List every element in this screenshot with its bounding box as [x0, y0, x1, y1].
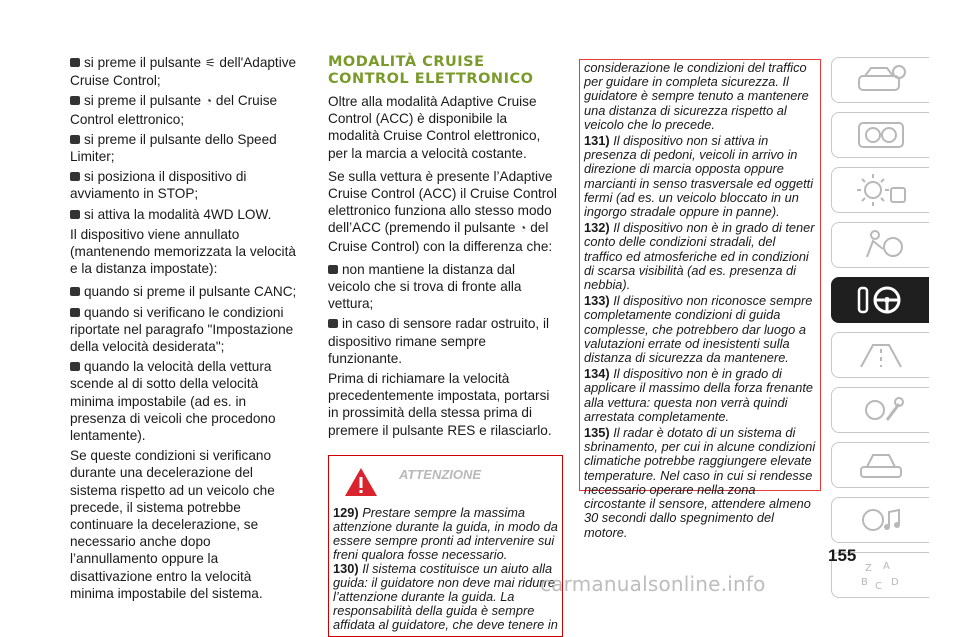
warning-body [329, 506, 562, 636]
maintenance-icon[interactable] [831, 387, 929, 433]
svg-text:B: B [860, 577, 868, 588]
column-middle [328, 54, 561, 637]
list-item: si preme il pulsante ◔ del Cruise Control elettronico; [70, 93, 278, 127]
warning-item: 134) Il dispositivo non è in grado di applicare il massimo della forza frenante alla vettura: questa non verrà quindi arrestata completamente. [584, 366, 814, 424]
warning-item: 131) Il dispositivo non si attiva in presenza di pedoni, veicoli in arrivo in direzione di marcia opposta oppure marcianti in senso trasversale ed oggetti fermi (ad es. un veicolo bloccato in un ingorgo stradale oppure in panne). [584, 133, 814, 220]
bullet-icon [328, 319, 338, 328]
paragraph: Se queste condizioni si verificano durante una decelerazione del sistema rispetto ad un veicolo che precede, il sistema potrebbe continuare la decelerazione, se necessario anche dopo l’annullamento oppure la disattivazione entro la velocità minima impostabile del sistema. [70, 448, 275, 601]
acc-distance-icon: ⚟ [204, 56, 216, 70]
warning-item: 135) Il radar è dotato di un sistema di sbrinamento, per cui in alcune condizioni climatiche potrebbe raggiungere elevate temperature. Nel caso in cui si rendesse necessario operare nella zona circostante il sensore, attendere almeno 30 secondi dallo spegnimento del motore. [584, 425, 816, 540]
chapter-sidebar [831, 57, 929, 607]
instrument-panel-icon[interactable] [831, 112, 929, 158]
warning-item: 129) Prestare sempre la massima attenzione durante la guida, in modo da essere sempre pronti ad intervenire sui freni qualora fosse necessario. [333, 504, 558, 562]
paragraph: Oltre alla modalità Adaptive Cruise Control (ACC) è disponibile la modalità Cruise Control elettronico, per la marcia a velocità costante. [328, 94, 541, 161]
airbag-icon[interactable] [831, 222, 929, 268]
warning-title-wrap [399, 466, 481, 483]
car-info-icon[interactable] [831, 57, 929, 103]
warning-item: 132) Il dispositivo non è in grado di tener conto delle condizioni stradali, del traffico ed atmosferiche ed in condizioni di scarsa visibilità (ad es. presenza di nebbia). [584, 220, 815, 293]
bullet-icon [70, 58, 80, 67]
list-item: si attiva la modalità 4WD LOW. [70, 206, 298, 223]
list-item: si posiziona il dispositivo di avviamento in STOP; [70, 169, 247, 202]
warning-item: 130) Il sistema costituisce un aiuto alla guida: il guidatore non deve mai ridurre l’attenzione durante la guida. La responsabilità della guida è sempre affidata al guidatore, che deve tenere in [333, 560, 558, 632]
section-title: MODALITÀ CRUISE CONTROL ELETTRONICO [328, 54, 534, 87]
svg-text:A: A [882, 561, 890, 572]
warning-triangle-icon [343, 466, 379, 498]
roadside-icon[interactable] [831, 332, 929, 378]
list-item: in caso di sensore radar ostruito, il dispositivo rimane sempre funzionante. [328, 316, 550, 366]
multimedia-icon[interactable] [831, 497, 929, 543]
list-item: quando la velocità della vettura scende al di sotto della velocità minima impostabile (ad es. in presenza di veicoli che procedono lentamente). [70, 359, 276, 444]
warning-box [328, 455, 563, 637]
list-item: si preme il pulsante ⚟ dell'Adaptive Cruise Control; [70, 55, 297, 89]
bullet-icon [70, 172, 80, 181]
warning-item: considerazione le condizioni del traffico per guidare in completa sicurezza. Il guidatore è sempre tenuto a mantenere una distanza di sicurezza rispetto al veicolo che lo precede. [584, 60, 809, 132]
warning-title: ATTENZIONE [399, 466, 482, 482]
paragraph: Se sulla vettura è presente l’Adaptive Cruise Control (ACC) il Cruise Control elettronico funziona allo stesso modo dell’ACC (premendo il pulsante ◔ del Cruise Control) con la differenza che: [328, 168, 557, 254]
bullet-icon [70, 287, 80, 296]
cruise-control-icon: ◔ [204, 94, 213, 109]
page-number: 155 [828, 546, 857, 565]
bullet-icon [328, 265, 338, 274]
lights-icon[interactable] [831, 167, 929, 213]
cruise-control-icon: ◔ [519, 221, 527, 236]
warning-continued-box [579, 59, 821, 540]
column-left [70, 54, 298, 608]
paragraph: Il dispositivo viene annullato (mantenendo memorizzata la velocità e la distanza impostate): [70, 226, 296, 277]
warning-item: 133) Il dispositivo non riconosce sempre completamente condizioni di guida complesse, che potrebbero dar luogo a valutazioni errate od inesistenti sulla distanza di sicurezza da mantenere. [584, 293, 813, 366]
warning-header [329, 456, 562, 506]
paragraph: Prima di richiamare la velocità precedentemente impostata, portarsi in prossimità della stessa prima di premere il pulsante RES e rilasciarlo. [328, 371, 552, 438]
list-item: non mantiene la distanza dal veicolo che si trova di fronte alla vettura; [328, 261, 522, 312]
list-item: si preme il pulsante dello Speed Limiter; [70, 131, 277, 165]
svg-text:Z: Z [864, 563, 872, 574]
bullet-icon [70, 210, 80, 219]
tech-data-icon[interactable] [831, 442, 929, 488]
bullet-icon [70, 362, 80, 371]
bullet-icon [70, 308, 80, 317]
watermark: carmanualsonline.info [540, 572, 766, 596]
steering-wheel-icon[interactable] [831, 277, 929, 323]
bullet-icon [70, 135, 80, 144]
bullet-icon [70, 96, 80, 105]
svg-text:C: C [874, 581, 882, 592]
svg-text:D: D [890, 577, 899, 588]
list-item: quando si preme il pulsante CANC; [70, 283, 298, 300]
list-item: quando si verificano le condizioni riportate nel paragrafo "Impostazione della velocità desiderata"; [70, 304, 294, 355]
